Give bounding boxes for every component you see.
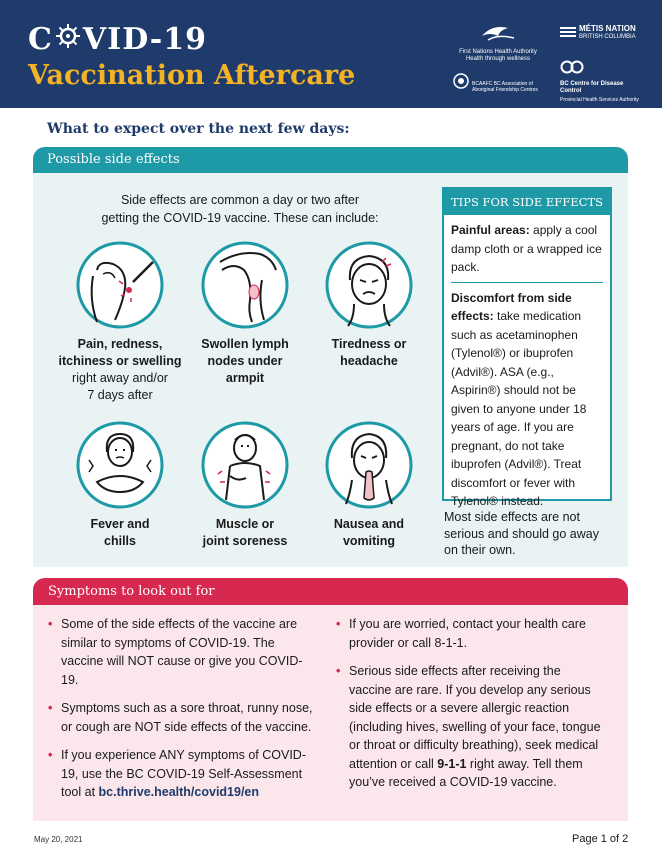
side-effect-tiredness xyxy=(304,240,434,370)
nausea-caption-2: vomiting xyxy=(342,534,396,548)
side-effects-intro xyxy=(80,191,400,227)
tips-discomfort xyxy=(451,289,603,511)
title xyxy=(28,22,207,57)
pain-caption-2: itchiness or swelling xyxy=(58,354,182,368)
tips-painful xyxy=(451,221,603,277)
fnha-name: First Nations Health Authority xyxy=(459,49,537,55)
title-prefix: C xyxy=(28,22,53,57)
tips-discomfort-label: Discomfort from side effects: xyxy=(451,290,572,323)
self-assessment-link[interactable]: bc.thrive.health/covid19/en xyxy=(98,785,260,799)
title-rest: VID-19 xyxy=(82,22,207,57)
nausea-face-icon xyxy=(324,420,414,510)
tips-painful-text: apply a cool damp cloth or a wrapped ice pack. xyxy=(451,223,602,274)
pain-caption-4: 7 days after xyxy=(87,388,153,402)
bccdc-emblem-icon xyxy=(560,60,584,74)
footer-date: May 20, 2021 xyxy=(34,835,83,844)
self-assessment-text: If you experience ANY symptoms of COVID-19, use the BC COVID-19 Self-Assessment tool at xyxy=(61,748,307,799)
fever-caption-1: Fever and xyxy=(90,517,150,531)
tips-box xyxy=(442,187,612,508)
side-effect-pain xyxy=(55,240,185,404)
virus-icon xyxy=(55,22,81,57)
symptoms-right-column xyxy=(336,615,606,802)
side-effect-fever xyxy=(55,420,185,550)
tips-body xyxy=(444,215,610,522)
pain-caption-1: Pain, redness, xyxy=(77,337,163,351)
lymph-caption-1: Swollen lymph xyxy=(201,337,289,351)
tips-painful-label: Painful areas: xyxy=(451,223,530,237)
metis-line1: MÉTIS NATION xyxy=(579,24,636,33)
bcaafc-emblem-icon xyxy=(452,72,470,90)
symptom-bullet: • Symptoms such as a sore throat, runny nose, or cough are NOT side effects of the vaccine. xyxy=(48,699,313,736)
tiredness-caption-2: headache xyxy=(340,354,398,368)
fnha-tagline: Health through wellness xyxy=(465,56,531,62)
tips-discomfort-text: take medication such as acetaminophen (Tylenol®) or ibuprofen (Advil®). ASA (e.g., Aspirin®) should not be given to anyone under 18 years of age. If you are pregnant, do not take ibuprofen (Advil®). Treat discomfort or fever with Tylenol® instead. xyxy=(451,309,587,508)
muscle-caption-1: Muscle or xyxy=(215,517,275,531)
fnha-emblem-icon xyxy=(478,22,518,44)
subtitle: Vaccination Aftercare xyxy=(28,60,356,91)
header-banner xyxy=(0,0,662,108)
symptom-bullet: • If you are worried, contact your health care provider or call 8-1-1. xyxy=(336,615,606,652)
bcaafc-logo xyxy=(452,72,544,93)
fever-caption-2: chills xyxy=(104,534,136,548)
armpit-icon xyxy=(200,240,290,330)
tips-divider xyxy=(451,282,603,283)
bcaafc-name: BCAAFC BC Association of Aboriginal Friendship Centres xyxy=(472,81,538,93)
symptom-bullet: • Some of the side effects of the vaccine are similar to symptoms of COVID-19. The vaccine will NOT cause or give you COVID-19. xyxy=(48,615,313,689)
metis-logo xyxy=(560,24,646,42)
joint-soreness-icon xyxy=(200,420,290,510)
fnha-logo xyxy=(448,22,548,63)
lymph-caption-3: armpit xyxy=(225,371,265,385)
symptoms-title: Symptoms to look out for xyxy=(48,584,215,599)
page-number: Page 1 of 2 xyxy=(572,833,629,845)
emergency-number: 9-1-1 xyxy=(437,756,467,771)
intro-line-2: getting the COVID-19 vaccine. These can include: xyxy=(101,211,379,225)
metis-emblem-icon xyxy=(560,26,576,40)
metis-line2: BRITISH COLUMBIA xyxy=(579,34,636,40)
fever-chills-icon xyxy=(75,420,165,510)
symptom-bullet xyxy=(48,746,313,802)
side-effect-nausea xyxy=(304,420,434,550)
side-effect-lymph xyxy=(180,240,310,387)
nausea-caption-1: Nausea and xyxy=(333,517,405,531)
bccdc-name: BC Centre for Disease Control xyxy=(560,81,624,94)
bccdc-sub: Provincial Health Services Authority xyxy=(560,97,639,103)
headache-face-icon xyxy=(324,240,414,330)
side-effect-muscle xyxy=(180,420,310,550)
symptom-bullet xyxy=(336,662,606,792)
arm-injection-icon xyxy=(75,240,165,330)
tips-header: TIPS FOR SIDE EFFECTS xyxy=(444,189,610,215)
lymph-caption-2: nodes under xyxy=(207,354,283,368)
bccdc-logo xyxy=(560,60,646,104)
tiredness-caption-1: Tiredness or xyxy=(331,337,407,351)
side-effects-title: Possible side effects xyxy=(47,152,180,167)
serious-text: Serious side effects after receiving the vaccine are rare. If you develop any serious side effects or a severe allergic reaction (including hives, swelling of your face, tongue or throat or difficulty breathing), seek medical attention or call xyxy=(349,664,601,771)
side-effects-header xyxy=(33,147,628,173)
side-effects-note: Most side effects are not serious and should go away on their own. xyxy=(444,510,599,557)
symptoms-header xyxy=(33,578,628,605)
symptoms-left-column xyxy=(48,615,313,812)
section-subheading: What to expect over the next few days: xyxy=(47,121,350,137)
pain-caption-3: right away and/or xyxy=(72,371,168,385)
intro-line-1: Side effects are common a day or two after xyxy=(120,193,360,207)
muscle-caption-2: joint soreness xyxy=(202,534,288,548)
serious-tail: right away. Tell them you’ve received a COVID-19 vaccine. xyxy=(349,756,583,789)
